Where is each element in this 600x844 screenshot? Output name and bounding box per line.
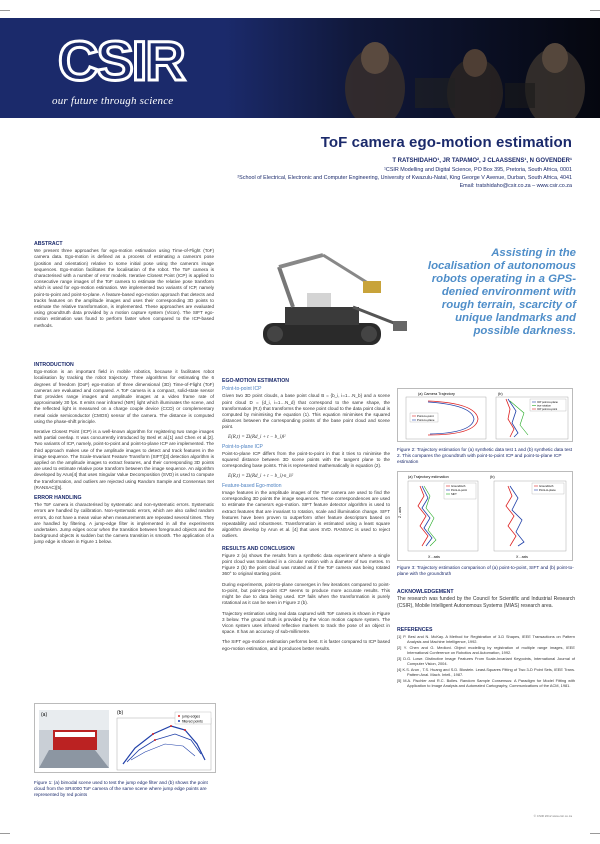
references-heading: REFERENCES [397, 627, 433, 633]
reference-item: [5] M.A. Fischler and R.C. Bolles. Random Sample Consensus: A Paradigm for Model Fitting with Application to Image Analysis and Automated Cartography, Communications of the ACM, 1981. [397, 678, 575, 689]
pull-quote: Assisting in the localisation of autonomous robots operating in a GPS-denied environment with rough terrain, scarcity of unique landmarks and possible darkness. [427, 247, 576, 337]
figure-1-graphic [35, 704, 217, 774]
reference-item: [2] Y. Chen and G. Medioni. Object modelling by registration of multiple range images, IEEE International Conference on Robotics and Automation, 1992. [397, 645, 575, 656]
introduction-heading: INTRODUCTION [34, 362, 74, 368]
figure-2-graphic [398, 389, 574, 443]
crop-mark [590, 833, 600, 834]
error-handling-heading: ERROR HANDLING [34, 495, 82, 502]
introduction-paragraph-2: Iterative Closest Point (ICP) is a well-known algorithm for registering two range images with partial overlap. It was concurrently introduced by Besl et al.[1] and Chen et al.[2]. Two variants of ICP, namely, point-to-point and point-to-plane ICP are implemented. The third approach makes use of the amplitude images to detect and track features in the image sequence. The Scale-Invariant Feature Transform (SIFT)[3] detection algorithm is applied on the amplitude images to extract features, and their corresponding 3D points are used to estimate relative pose transform between the image sequence. An algorithm developed by Arun[4] that uses Singular Value Decomposition (SVD) is used to compute the transformation, and outliers are rejected using Random Sample and Consensus Set (RANSAC)[5]. [34, 429, 214, 490]
reference-item: [3] D.G. Lowe. Distinctive Image Features From Scale-Invariant Keypoints, International Journal of Computer Vision, 2004. [397, 656, 575, 667]
figure-3-legend-3: SIFT [451, 493, 457, 496]
figure-3-legend-b1: Groundtruth [539, 485, 554, 488]
introduction-section [34, 362, 214, 550]
figure-3-ylabel-a: Z - axis [398, 506, 402, 518]
point-to-plane-text: Point-to-plane ICP differs from the point-to-point in that it tries to minimise the squared distance between 3D scene points with the tangent plane to the corresponding base points. This is represented mathematically in equation (2). [222, 451, 390, 469]
figure-2-legend-b2: true rotation [537, 404, 551, 408]
figure-2-caption: Figure 2: Trajectory estimation for (a) synthetic data test 1 and (b) synthetic data test 2. This compares the groundtruth with point-to-point ICP and point-to-plane ICP estimation [397, 447, 573, 464]
references-list [397, 634, 575, 688]
authors: T RATSHIDAHO¹, JR TAPAMO², J CLAASSENS¹, N GOVENDER¹ [392, 158, 572, 164]
figure-2-legend-a1: Point-to-point [417, 414, 434, 418]
crop-mark [590, 10, 600, 11]
figure-3-caption: Figure 3: Trajectory estimation comparison of (a) point-to-point, SIFT and (b) point-to-plane with the groundtruth [397, 565, 574, 576]
point-to-point-text: Given two 3D point clouds, a base point cloud B = {b_i, i=1…N_b} and a scene point cloud D = {d_i, i=1…N_d} that correspond to the same shape, the transformation (R,t) that transforms the scene point cloud to the data point cloud is computed by minimising the equation (1). This equation minimises the squared distances between the corresponding points of the base point cloud and scene point. [222, 393, 390, 430]
results-heading: RESULTS AND CONCLUSION [222, 545, 295, 552]
figure-3 [397, 471, 573, 561]
logo-text: CSIR [58, 30, 184, 88]
figure-2-legend-b1: ICP point-to-plane [537, 401, 558, 404]
reference-item: [4] K.S. Arun , T.S. Huang and S.D. Blostein. Least-Squares Fitting of Two 3-D Point Sets, IEEE Trans. Pattern Anal. Mach. Intell., 1987. [397, 667, 575, 678]
figure-3-legend-1: Groundtruth [451, 485, 466, 488]
feature-based-text: Image features in the amplitude images of the ToF camera are used to find the corresponding 3D points the image sequences. These correspondences are used to estimate the camera's ego-motion. SIFT feature detector algorithm is used to extract features that are invariant to rotation, scale and illumination change. SIFT features have been proven to outperform other feature descriptors based on repeatability and robustness. Transformation is estimated using a least square algorithm develop by Arun et al. [4] that uses SVD. RANSAC is used to reject outliers. [222, 490, 390, 539]
crop-mark [0, 833, 10, 834]
figure-3-xlabel-a: X - axis [428, 555, 440, 559]
figure-3-graphic [398, 472, 574, 562]
figure-2-label-b: (b) [498, 392, 503, 396]
feature-based-subheading: Feature-based Ego-motion [222, 482, 282, 489]
affiliation-1: ¹CSIR Modelling and Digital Science, PO Box 395, Pretoria, South Africa, 0001 [384, 167, 572, 173]
figure-3-xlabel-b: X - axis [516, 555, 528, 559]
figure-2-legend-b3: ICP point-to-point [537, 408, 558, 411]
references-section [397, 627, 575, 689]
acknowledgement-heading: ACKNOWLEDGEMENT [397, 589, 454, 595]
acknowledgement-section [397, 589, 575, 613]
results-paragraph-4: The SIFT ego-motion estimation performs best. It is faster compared to ICP based ego-motion estimation, and it produces better results. [222, 639, 390, 651]
error-handling-text: The ToF camera is characterised by systematic and non-systematic errors. Systematic errors are handled by calibration. Non-systematic errors, which are also called random errors, do not have a mean value when measurements are repeated several times. They are handled by filtering. A jump-edge filter is implemented in all the experiments undertaken. Jump edges occur when the transition between foreground objects and the background objects is sudden but the camera transition is smooth. The application of a jump edge is shown in Figure 1 below. [34, 502, 214, 545]
results-paragraph-1: Figure 2 (a) shows the results from a synthetic data experiment where a single point cloud was translated in a circular motion with a diameter of two metres. In Figure 2 (b) the point cloud was rotated as if the ToF camera was being rotated 360° to original starting point. [222, 552, 390, 577]
figure-3-label-b: (b) [490, 475, 495, 479]
abstract-text: We present three approaches for ego-motion estimation using Time-of-Flight (ToF) camera data. Ego-motion is defined as a process of estimating a camera's pose (position and orientation) relative to some initial pose using the camera's image sequences. Ego-motion facilitates the localisation of the robot. The ToF camera is characterised with a number of error models. Iterative Closest Point (ICP) is applied to consecutive range images of the ToF camera to estimate the relative pose transform which is used for ego-motion estimation. We implemented two variants of ICP, namely point-to-point and point-to-plane. A feature-based ego-motion approach that detects and tracks features on the amplitude images and uses their corresponding 3D points to estimate the relative transformation, is implemented. These approaches are evaluated using groundtruth data provided by a motion capture system (Vicon). The SIFT ego-motion estimation was found to perform faster when compared to the ICP-based methods. [34, 248, 214, 328]
contact-email: Email: tratshidaho@csir.co.za – www.csir.co.za [459, 183, 572, 189]
csir-logo [58, 30, 188, 88]
figure-1-caption: Figure 1: (a) bimodal scene used to test the jump edge filter and (b) shows the point cloud from the SR4000 ToF camera of the same scene where jump edge points are represented by red points [34, 780, 208, 797]
figure-1-label-a: (a) [41, 712, 48, 718]
tagline: our future through science [52, 95, 174, 107]
reference-item: [1] P. Besl and N. McKay. A Method for Registration of 3-D Shapes, IEEE Transactions on Pattern Analysis and Machine Intelligence, 1992. [397, 634, 575, 645]
results-paragraph-3: Trajectory estimation using real data captured with ToF camera is shown in Figure 3 below. The ground truth is provided by the Vicon motion capture system. The Vicon system uses infrared reflective markers to track the pose of an object in space. It has an accuracy of sub-millimetre. [222, 610, 390, 635]
abstract-heading: ABSTRACT [34, 241, 63, 247]
abstract-section [34, 241, 214, 333]
header-photo [225, 18, 600, 118]
footer-copyright: © CSIR 2012 www.csir.co.za [533, 814, 572, 818]
point-to-plane-subheading: Point-to-plane ICP [222, 443, 263, 450]
figure-1-label-b: (b) [117, 710, 124, 716]
figure-1-legend-jump: jump edges [182, 714, 201, 719]
affiliation-2: ²School of Electrical, Electronic and Computer Engineering, University of Kwazulu-Natal, King George V Avenue, Durban, South Africa, 4041 [237, 175, 572, 181]
figure-3-title-a: (a) Trajectory estimation [408, 475, 449, 479]
point-to-point-subheading: Point-to-point ICP [222, 386, 262, 393]
ego-motion-heading: EGO-MOTION ESTIMATION [222, 378, 290, 384]
figure-2-title-a: (a) Camera Trajectory [418, 392, 455, 396]
introduction-paragraph-1: Ego-motion is an important field in mobile robotics, because it facilitates robot localisation by tracking the robot trajectory. Three algorithms for estimating the 6 degrees of freedom (DoF) ego-motion of three dimensional (3D) Time-of-Flight (ToF) cameras are evaluated and compared. A ToF camera is a compact, solid-state sensor that provides range images and amplitude images at a video frame rate of approximately 30 fps. It emits near infrared (NIR) light which illuminates the scene, and the reflected light is measured on a charge couple device (CCD) or complementary metal oxide semiconductor (CMOS) sensor of the camera. The distance is computed using the phase-shift principle. [34, 369, 214, 424]
ego-motion-section [222, 378, 390, 656]
figure-1 [34, 703, 216, 773]
acknowledgement-text: The research was funded by the Council for Scientific and Industrial Research (CSIR), Mobile Intelligent Autonomous Systems (MIAS) research area. [397, 596, 575, 609]
figure-3-legend-b2: Point-to-plane [539, 489, 556, 492]
crop-mark [0, 10, 10, 11]
poster-title: ToF camera ego-motion estimation [320, 134, 572, 151]
equation-1: E(R,t) = Σ‖(Rd_i + t − b_i)‖² [228, 434, 286, 440]
figure-3-legend-2: Point-to-point [451, 489, 467, 492]
equation-2: E(R,t) = Σ‖(Rd_i + t − b_i)·n_i‖² [228, 473, 294, 479]
results-paragraph-2: During experiments, point-to-plane converges in few iterations compared to point-to-point, but point-to-point ICP seems to produce more accurate results. This might be due to data being used. ICP fails when the transformation is purely rotational as it can be seen in Figure 2 (b). [222, 581, 390, 606]
figure-2 [397, 388, 573, 442]
figure-1-legend-filtered: filtered points [182, 719, 203, 724]
figure-2-legend-a2: Point-to-plane [417, 418, 435, 422]
robot-photo [223, 245, 419, 357]
